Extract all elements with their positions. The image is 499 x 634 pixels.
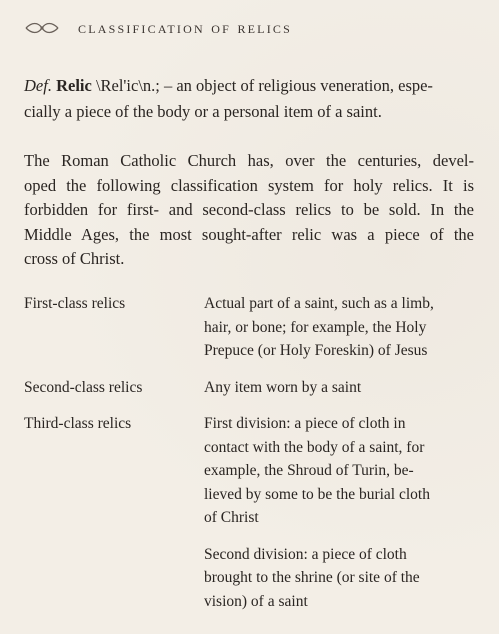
description-line: contact with the body of a saint, for [204,438,425,456]
relic-classification-table [24,292,474,626]
description-line: brought to the shrine (or site of the [204,569,420,586]
class-description [204,543,444,614]
definition [24,73,474,125]
description-line: Second division: a piece of cloth [204,545,407,563]
definition-line-2: cially a piece of the body or a personal item of a saint. [24,102,382,121]
class-label: Third-class relics [24,415,132,432]
definition-term: Relic [56,76,92,95]
description-line: hair, or bone; for example, the Holy [204,318,427,336]
table-row [24,292,474,363]
definition-line-1 [24,73,474,99]
paragraph-line: The Roman Catholic Church has, over the centuries, devel- [24,151,474,170]
description-line: Any item worn by a saint [204,378,362,396]
table-row [24,543,474,614]
ornament-icon [24,20,60,36]
paragraph-line: oped the following classification system for holy relics. It is [24,175,474,195]
description-line: example, the Shroud of Turin, be- [204,462,414,479]
description-line: vision) of a saint [204,592,308,610]
definition-text: \Rel'ic\n.; – an object of religious veneration, espe- [91,76,433,95]
class-description [204,292,444,363]
class-label: First-class relics [24,295,126,312]
intro-paragraph [24,149,474,272]
description-line: of Christ [204,509,259,526]
class-label [24,543,204,614]
table-row [24,376,474,400]
section-title: classification of relics [78,18,292,37]
description-line: lieved by some to be the burial cloth [204,485,430,503]
class-description [204,412,444,530]
table-row [24,412,474,530]
class-description [204,376,444,400]
description-line: Actual part of a saint, such as a limb, [204,295,434,312]
paragraph-line: Middle Ages, the most sought-after relic was a piece of the [24,224,474,244]
paragraph-line: forbidden for first- and second-class relics to be sold. In the [24,200,474,219]
paragraph-line: cross of Christ. [24,249,125,268]
description-line: First division: a piece of cloth in [204,415,406,432]
definition-abbr: Def. [24,76,52,95]
class-label: Second-class relics [24,378,143,396]
section-header [24,18,292,38]
description-line: Prepuce (or Holy Foreskin) of Jesus [204,342,428,359]
